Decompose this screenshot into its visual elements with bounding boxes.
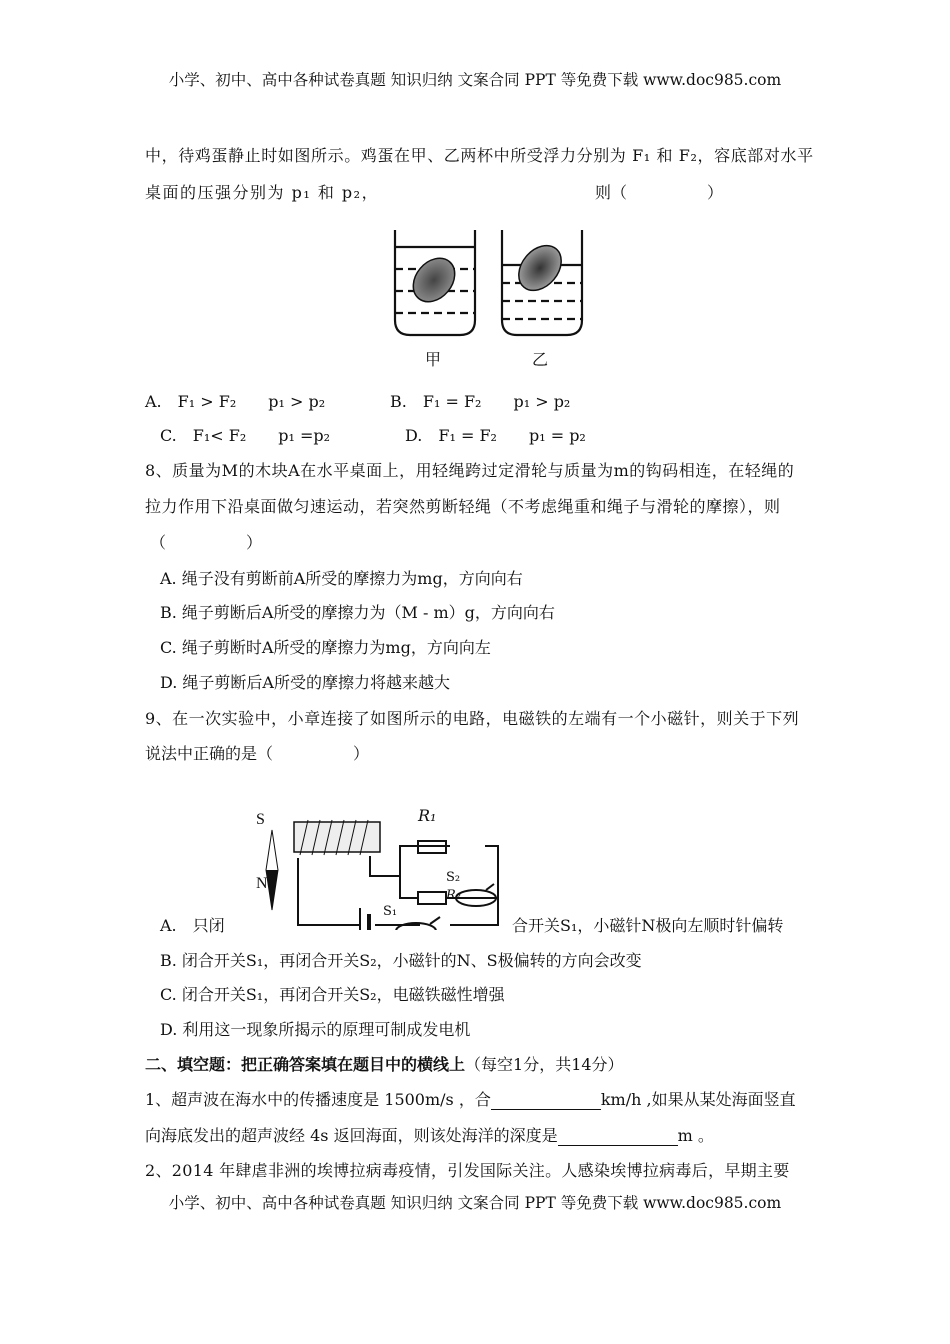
q8-line2: 拉力作用下沿桌面做匀速运动，若突然剪断轻绳（不考虑绳重和绳子与滑轮的摩擦），则 [145,497,781,516]
q9-option-a-left: A. 只闭 [160,916,225,935]
fill2-line1: 2、2014 年肆虐非洲的埃博拉病毒疫情，引发国际关注。人感染埃博拉病毒后，早期主要 [145,1161,790,1180]
q8-line1: 8、质量为M的木块A在水平桌面上，用轻绳跨过定滑轮与质量为m的钩码相连，在轻绳的 [145,461,795,480]
fig-label-jia: 甲 [425,350,442,369]
r1-label: R₁ [418,806,437,825]
section2-title-score: （每空1分，共14分） [465,1055,624,1074]
fill1-line2 [145,1126,714,1146]
q9-line1: 9、在一次实验中，小章连接了如图所示的电路，电磁铁的左端有一个小磁针，则关于下列 [145,709,800,728]
fill1-blank-depth[interactable] [558,1129,678,1146]
q7-line1: 中，待鸡蛋静止时如图所示。鸡蛋在甲、乙两杯中所受浮力分别为 F₁ 和 F₂，容底部对水平 [145,146,814,165]
fill1-line1 [145,1090,796,1110]
q8-option-c: C. 绳子剪断时A所受的摩擦力为mg，方向向左 [160,638,491,657]
beakers-figure [385,225,585,340]
q7-option-c: C. F₁< F₂ p₁ =p₂ [160,426,331,445]
egg-jia [405,250,463,310]
r2-label: R₂ [446,888,461,903]
q9-line2: 说法中正确的是（ ） [145,744,370,763]
q7-answer-paren: 则（ ） [595,183,724,202]
page-header: 小学、初中、高中各种试卷真题 知识归纳 文案合同 PPT 等免费下载 www.doc985.com [168,71,782,89]
circuit-diagram [250,800,510,930]
fig-label-yi: 乙 [532,350,549,369]
fill1-text-b: km/h ,如果从某处海面竖直 [600,1090,796,1109]
s1-label: S₁ [383,904,398,919]
egg-yi [510,237,570,298]
q7-line2: 桌面的压强分别为 p₁ 和 p₂， [145,183,380,202]
q7-option-d: D. F₁ = F₂ p₁ = p₂ [405,426,586,445]
s2-label: S₂ [446,870,461,885]
fill1-blank-kmh[interactable] [491,1093,601,1110]
fill1-text-d: m 。 [677,1126,714,1145]
page-footer: 小学、初中、高中各种试卷真题 知识归纳 文案合同 PPT 等免费下载 www.doc985.com [168,1194,782,1212]
q7-option-a: A. F₁ > F₂ p₁ > p₂ [145,392,326,411]
q9-option-d: D. 利用这一现象所揭示的原理可制成发电机 [160,1020,471,1039]
fill1-text-c: 向海底发出的超声波经 4s 返回海面，则该处海洋的深度是 [145,1126,558,1145]
compass-n-label: N [256,875,268,892]
fill1-text-a: 1、超声波在海水中的传播速度是 1500m/s ，合 [145,1090,491,1109]
section2-title-bold: 二、填空题：把正确答案填在题目中的横线上 [145,1055,466,1074]
compass-s-label: S [256,811,265,828]
q8-option-b: B. 绳子剪断后A所受的摩擦力为（M - m）g，方向向右 [160,603,555,622]
q9-option-a-right: 合开关S₁，小磁针N极向左顺时针偏转 [512,916,784,935]
q8-option-a: A. 绳子没有剪断前A所受的摩擦力为mg，方向向右 [160,569,523,588]
q8-line3: （ ） [150,533,263,552]
q9-option-b: B. 闭合开关S₁，再闭合开关S₂，小磁针的N、S极偏转的方向会改变 [160,951,642,970]
section2-title [145,1055,624,1075]
q8-option-d: D. 绳子剪断后A所受的摩擦力将越来越大 [160,673,450,692]
q7-option-b: B. F₁ = F₂ p₁ > p₂ [390,392,571,411]
q9-option-c: C. 闭合开关S₁，再闭合开关S₂，电磁铁磁性增强 [160,985,505,1004]
